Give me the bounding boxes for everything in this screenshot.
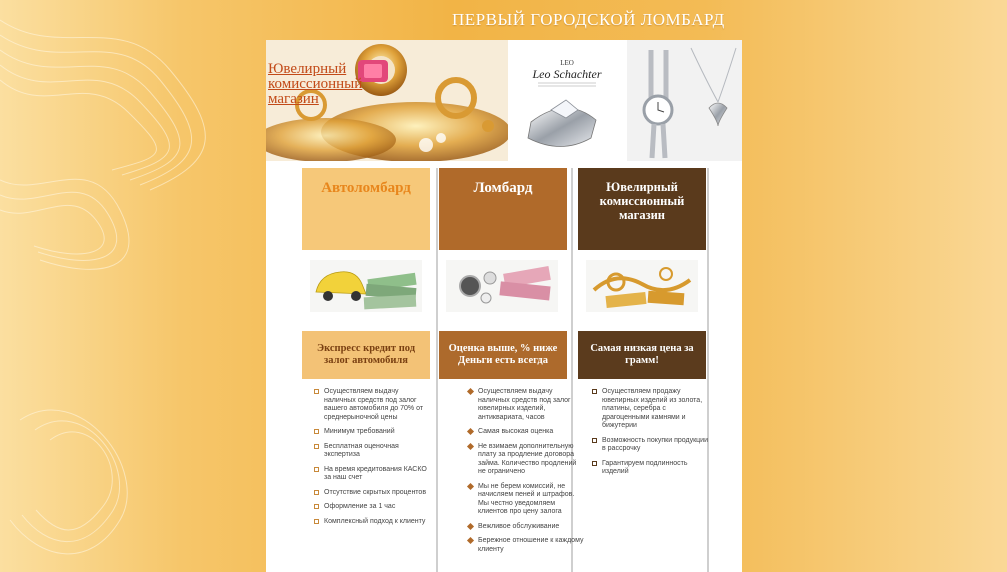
pawnshop-benefits-list xyxy=(468,388,586,560)
site-title: ПЕРВЫЙ ГОРОДСКОЙ ЛОМБАРД xyxy=(452,10,725,29)
bullet-icon xyxy=(314,467,319,472)
column-title-jewelry-store[interactable]: Ювелирный комиссионный магазин xyxy=(578,168,706,250)
jewelry-shop-link[interactable]: Ювелирный комиссионный магазин xyxy=(268,61,363,107)
bullet-icon xyxy=(314,429,319,434)
list-item: На время кредитования КАСКО за наш счет xyxy=(314,466,432,483)
list-item: Осуществляем выдачу наличных средств под залог ювелирных изделий, антиквариата, часов xyxy=(468,388,586,422)
bullet-icon xyxy=(314,444,319,449)
column-divider xyxy=(436,168,438,572)
diamond-bullet-icon xyxy=(467,388,474,395)
list-item: Вежливое обслуживание xyxy=(468,523,586,532)
diamond-bullet-icon xyxy=(467,522,474,529)
column-subtitle-autopawn: Экспресс кредит под залог автомобиля xyxy=(302,331,430,379)
column-divider xyxy=(707,168,709,572)
brand-logo: Leo Schachter xyxy=(532,67,602,81)
list-item: Гарантируем подлинность изделий xyxy=(592,460,710,477)
diamond-bullet-icon xyxy=(467,442,474,449)
content-page xyxy=(266,40,742,572)
list-item: Бережное отношение к каждому клиенту xyxy=(468,537,586,554)
list-item: Отсутствие скрытых процентов xyxy=(314,489,432,498)
list-item: Возможность покупки продукции в рассрочку xyxy=(592,437,710,454)
bullet-icon xyxy=(314,389,319,394)
diamond-bullet-icon xyxy=(467,428,474,435)
list-item: Бесплатная оценочная экспертиза xyxy=(314,443,432,460)
column-subtitle-jewelry-store: Самая низкая цена за грамм! xyxy=(578,331,706,379)
column-title-pawnshop[interactable]: Ломбард xyxy=(439,168,567,250)
column-subtitle-pawnshop: Оценка выше, % ниже Деньги есть всегда xyxy=(439,331,567,379)
list-item: Осуществляем продажу ювелирных изделий из золота, платины, серебра с драгоценными камнями и бижутерии xyxy=(592,388,710,431)
brand-caption: LEO xyxy=(560,59,574,67)
jewelry-and-money-image xyxy=(446,260,558,312)
bullet-icon xyxy=(592,389,597,394)
gold-jewelry-image xyxy=(586,260,698,312)
car-and-money-image xyxy=(310,260,422,312)
bullet-icon xyxy=(314,519,319,524)
bullet-icon xyxy=(314,504,319,509)
list-item: Мы не берем комиссий, не начисляем пеней и штрафов. Мы честно уведомляем клиентов про цену залога xyxy=(468,483,586,517)
list-item: Осуществляем выдачу наличных средств под залог вашего автомобиля до 70% от среднерыночной цены xyxy=(314,388,432,422)
diamond-bullet-icon xyxy=(467,482,474,489)
list-item: Не взимаем дополнительную плату за продление договора займа. Количество продлений не ограничено xyxy=(468,443,586,477)
jewelry-store-benefits-list xyxy=(592,388,710,483)
column-title-autopawn[interactable]: Автоломбард xyxy=(302,168,430,250)
bullet-icon xyxy=(314,490,319,495)
list-item: Самая высокая оценка xyxy=(468,428,586,437)
autopawn-benefits-list xyxy=(314,388,432,532)
background-swirl-decoration xyxy=(0,0,270,572)
list-item: Минимум требований xyxy=(314,428,432,437)
bullet-icon xyxy=(592,461,597,466)
bullet-icon xyxy=(592,438,597,443)
list-item: Оформление за 1 час xyxy=(314,503,432,512)
diamond-bullet-icon xyxy=(467,537,474,544)
list-item: Комплексный подход к клиенту xyxy=(314,518,432,527)
